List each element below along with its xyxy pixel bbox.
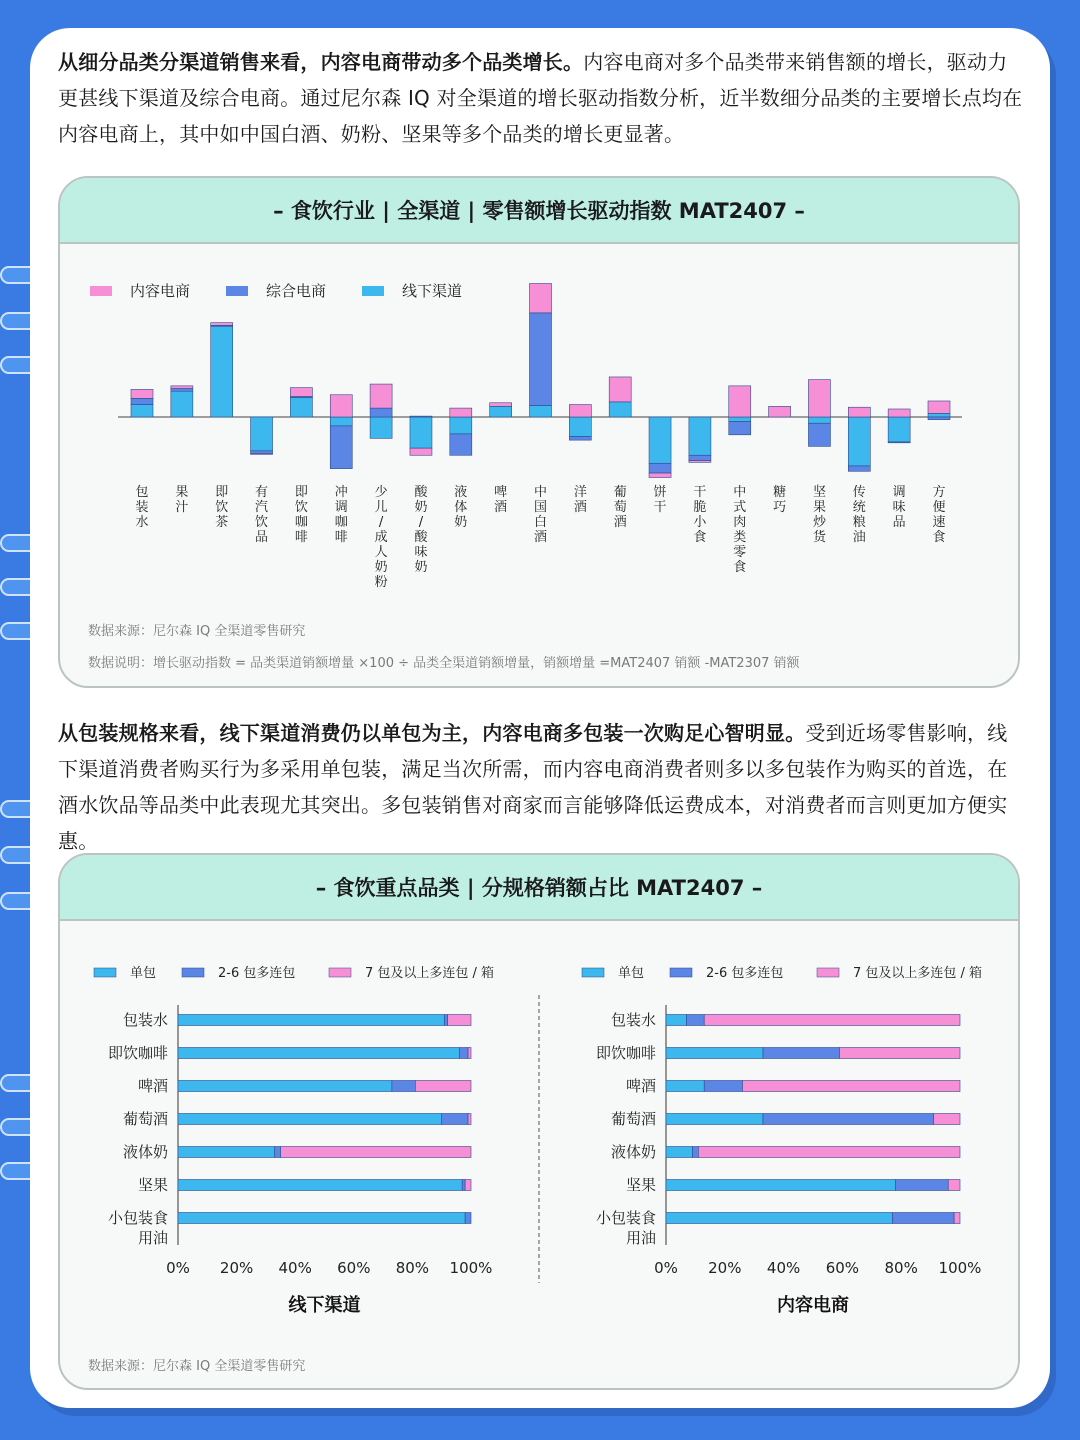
bar-segment — [131, 389, 153, 398]
category-label: 即饮咖啡 — [294, 485, 308, 545]
category-label: 方便速食 — [932, 485, 946, 545]
bar-segment — [530, 284, 552, 313]
package-share-card — [58, 853, 1020, 1390]
bar-segment — [742, 1081, 960, 1092]
bar-segment — [666, 1114, 763, 1125]
category-label: 包装水 — [135, 485, 149, 530]
x-tick-label: 0% — [166, 1259, 190, 1277]
legend-label: 2-6 包多连包 — [218, 966, 296, 981]
legend-label: 内容电商 — [130, 282, 191, 300]
category-label: 葡萄酒 — [122, 1110, 168, 1128]
bar-segment — [704, 1081, 742, 1092]
bar-segment — [609, 402, 631, 417]
bar-segment — [895, 1180, 948, 1191]
x-tick-label: 60% — [337, 1259, 371, 1277]
category-label: 用油 — [625, 1229, 656, 1247]
bar-segment — [928, 401, 950, 413]
bar-segment — [330, 395, 352, 417]
category-label: 即饮咖啡 — [595, 1044, 656, 1062]
bar-segment — [763, 1114, 934, 1125]
bar-segment — [415, 1081, 471, 1092]
bar-segment — [530, 405, 552, 417]
bar-segment — [848, 417, 870, 466]
bar-segment — [290, 388, 312, 397]
bar-segment — [171, 386, 193, 389]
bar-segment — [649, 417, 671, 463]
bar-segment — [888, 409, 910, 417]
category-label: 啤酒 — [494, 485, 508, 515]
category-label: 液体奶 — [454, 485, 468, 530]
category-label: 糖巧 — [773, 485, 787, 515]
legend-swatch — [329, 968, 351, 977]
category-label: 洋酒 — [573, 485, 587, 515]
bar-segment — [211, 323, 233, 326]
x-tick-label: 100% — [449, 1259, 493, 1277]
bar-segment — [275, 1147, 281, 1158]
category-label: 葡萄酒 — [610, 1110, 656, 1128]
category-label: 啤酒 — [137, 1077, 168, 1095]
category-label: 传统粮油 — [852, 485, 866, 545]
bar-segment — [698, 1147, 960, 1158]
category-label: 果汁 — [175, 485, 189, 515]
bar-segment — [687, 1015, 705, 1026]
bar-segment — [171, 391, 193, 417]
packaging-text: 受到近场零售影响，线下渠道消费者购买行为多采用单包装，满足当次所需，而内容电商消费者则多以多包装作为购买的首选，在酒水饮品等品类中此表现尤其突出。多包装销售对商家而言能够降低运费成本，对消费者而言则更加方便实惠。 — [58, 721, 1008, 853]
x-tick-label: 80% — [395, 1259, 430, 1277]
bar-segment — [410, 448, 432, 455]
bar-segment — [490, 403, 512, 407]
category-label: 坚果炒货 — [812, 485, 826, 545]
bar-segment — [689, 455, 711, 460]
legend-label: 线下渠道 — [402, 282, 463, 300]
category-label: 即饮咖啡 — [107, 1044, 168, 1062]
bar-segment — [178, 1015, 445, 1026]
bar-segment — [729, 417, 751, 421]
category-label: 饼干 — [653, 485, 667, 515]
bar-segment — [888, 442, 910, 443]
legend-label: 单包 — [130, 966, 157, 981]
category-label: 少儿/成人奶粉 — [374, 485, 388, 590]
category-label: 酸奶/酸味奶 — [414, 485, 428, 575]
bar-segment — [370, 417, 392, 438]
growth-index-title: – 食饮行业 | 全渠道 | 零售额增长驱动指数 MAT2407 – — [60, 178, 1018, 244]
category-label: 中式肉类零食 — [733, 485, 747, 575]
legend-label: 7 包及以上多连包 / 箱 — [853, 966, 983, 981]
category-label: 用油 — [137, 1229, 168, 1247]
legend-label: 2-6 包多连包 — [706, 966, 784, 981]
bar-segment — [450, 417, 472, 434]
legend-swatch — [90, 286, 112, 296]
bar-segment — [666, 1147, 692, 1158]
bar-segment — [569, 417, 591, 437]
bar-segment — [934, 1114, 960, 1125]
bar-segment — [131, 405, 153, 417]
bar-segment — [211, 326, 233, 417]
bar-segment — [178, 1048, 459, 1059]
bar-segment — [763, 1048, 839, 1059]
bar-segment — [178, 1081, 392, 1092]
bar-segment — [689, 461, 711, 463]
package-share-title: – 食饮重点品类 | 分规格销额占比 MAT2407 – — [60, 855, 1018, 921]
legend-label: 综合电商 — [266, 282, 327, 300]
bar-segment — [569, 437, 591, 441]
category-label: 调味品 — [892, 485, 906, 530]
bar-segment — [928, 417, 950, 420]
category-label: 啤酒 — [625, 1077, 656, 1095]
bar-segment — [808, 380, 830, 417]
bar-segment — [948, 1180, 960, 1191]
growth-index-source: 数据来源：尼尔森 IQ 全渠道零售研究 — [88, 624, 306, 639]
category-label: 冲调咖啡 — [334, 485, 348, 545]
bar-segment — [928, 413, 950, 417]
package-share-chart — [60, 923, 1018, 1323]
category-label: 有汽饮品 — [255, 485, 269, 545]
bar-segment — [954, 1213, 960, 1224]
x-tick-label: 20% — [219, 1259, 254, 1277]
legend-label: 单包 — [618, 966, 645, 981]
x-tick-label: 100% — [938, 1259, 982, 1277]
bar-segment — [330, 417, 352, 426]
bar-segment — [704, 1015, 960, 1026]
bar-segment — [442, 1114, 468, 1125]
bar-segment — [666, 1048, 763, 1059]
package-share-source: 数据来源：尼尔森 IQ 全渠道零售研究 — [88, 1359, 306, 1374]
category-label: 中国白酒 — [533, 485, 548, 545]
growth-index-chart — [60, 246, 1018, 606]
bar-segment — [666, 1180, 895, 1191]
category-label: 包装水 — [122, 1011, 168, 1029]
bar-segment — [251, 453, 273, 454]
category-label: 坚果 — [137, 1176, 168, 1194]
legend-swatch — [670, 968, 692, 977]
bar-segment — [448, 1015, 471, 1026]
legend-swatch — [226, 286, 248, 296]
bar-segment — [290, 397, 312, 417]
bar-segment — [848, 407, 870, 417]
bar-segment — [689, 417, 711, 455]
legend-swatch — [582, 968, 604, 977]
bar-segment — [729, 421, 751, 434]
bar-segment — [410, 416, 432, 417]
bar-segment — [171, 389, 193, 392]
category-label: 液体奶 — [122, 1143, 168, 1161]
bar-segment — [888, 417, 910, 442]
bar-segment — [666, 1015, 687, 1026]
bar-segment — [459, 1048, 468, 1059]
bar-segment — [468, 1114, 471, 1125]
bar-segment — [666, 1213, 892, 1224]
legend-swatch — [362, 286, 384, 296]
category-label: 小包装食 — [107, 1209, 168, 1227]
bar-segment — [490, 406, 512, 417]
bar-segment — [569, 405, 591, 417]
bar-segment — [808, 423, 830, 446]
bar-segment — [692, 1147, 698, 1158]
bar-segment — [178, 1213, 465, 1224]
bar-segment — [649, 463, 671, 473]
bar-segment — [769, 406, 791, 417]
growth-index-card — [58, 176, 1020, 688]
category-label: 葡萄酒 — [613, 485, 627, 530]
bar-segment — [892, 1213, 954, 1224]
bar-segment — [649, 473, 671, 477]
x-tick-label: 40% — [278, 1259, 312, 1277]
category-label: 坚果 — [625, 1176, 656, 1194]
intro-text: 内容电商对多个品类带来销售额的增长，驱动力更甚线下渠道及综合电商。通过尼尔森 IQ 对全渠道的增长驱动指数分析，近半数细分品类的主要增长点均在内容电商上，其中如中国白酒、奶粉、坚果等多个品类的增长更显著。 — [58, 50, 1023, 146]
bar-segment — [251, 417, 273, 451]
bar-segment — [609, 377, 631, 402]
legend-swatch — [817, 968, 839, 977]
bar-segment — [281, 1147, 471, 1158]
bar-segment — [808, 417, 830, 423]
x-tick-label: 0% — [654, 1259, 678, 1277]
bar-segment — [450, 434, 472, 455]
bar-segment — [445, 1015, 448, 1026]
intro-bold: 从细分品类分渠道销售来看，内容电商带动多个品类增长。 — [58, 50, 584, 74]
bar-segment — [251, 451, 273, 454]
bar-segment — [729, 386, 751, 417]
packaging-paragraph — [58, 715, 1026, 859]
bar-segment — [330, 426, 352, 469]
x-tick-label: 80% — [884, 1259, 918, 1277]
category-label: 包装水 — [610, 1011, 656, 1029]
bar-segment — [848, 466, 870, 471]
category-label: 液体奶 — [610, 1143, 656, 1161]
packaging-bold: 从包装规格来看，线下渠道消费仍以单包为主，内容电商多包装一次购足心智明显。 — [58, 721, 806, 745]
bar-segment — [465, 1213, 471, 1224]
category-label: 干脆小食 — [693, 485, 707, 545]
x-tick-label: 20% — [708, 1259, 742, 1277]
bar-segment — [839, 1048, 960, 1059]
bar-segment — [666, 1081, 704, 1092]
x-axis-title: 线下渠道 — [288, 1295, 361, 1316]
bar-segment — [370, 408, 392, 417]
legend-label: 7 包及以上多连包 / 箱 — [365, 966, 495, 981]
growth-index-explain: 数据说明：增长驱动指数 = 品类渠道销额增量 ×100 ÷ 品类全渠道销额增量，销额增量 =MAT2407 销额 -MAT2307 销额 — [88, 656, 800, 671]
bar-segment — [178, 1114, 442, 1125]
legend-swatch — [182, 968, 204, 977]
x-tick-label: 40% — [766, 1259, 801, 1277]
bar-segment — [392, 1081, 415, 1092]
x-axis-title: 内容电商 — [777, 1295, 849, 1316]
bar-segment — [530, 313, 552, 406]
bar-segment — [450, 408, 472, 417]
bar-segment — [370, 384, 392, 408]
x-tick-label: 60% — [825, 1259, 860, 1277]
bar-segment — [462, 1180, 465, 1191]
bar-segment — [410, 417, 432, 448]
intro-paragraph — [58, 44, 1026, 152]
bar-segment — [178, 1147, 275, 1158]
category-label: 小包装食 — [595, 1209, 656, 1227]
bar-segment — [131, 398, 153, 404]
bar-segment — [468, 1048, 471, 1059]
bar-segment — [178, 1180, 462, 1191]
legend-swatch — [94, 968, 116, 977]
bar-segment — [465, 1180, 471, 1191]
category-label: 即饮茶 — [215, 485, 229, 530]
